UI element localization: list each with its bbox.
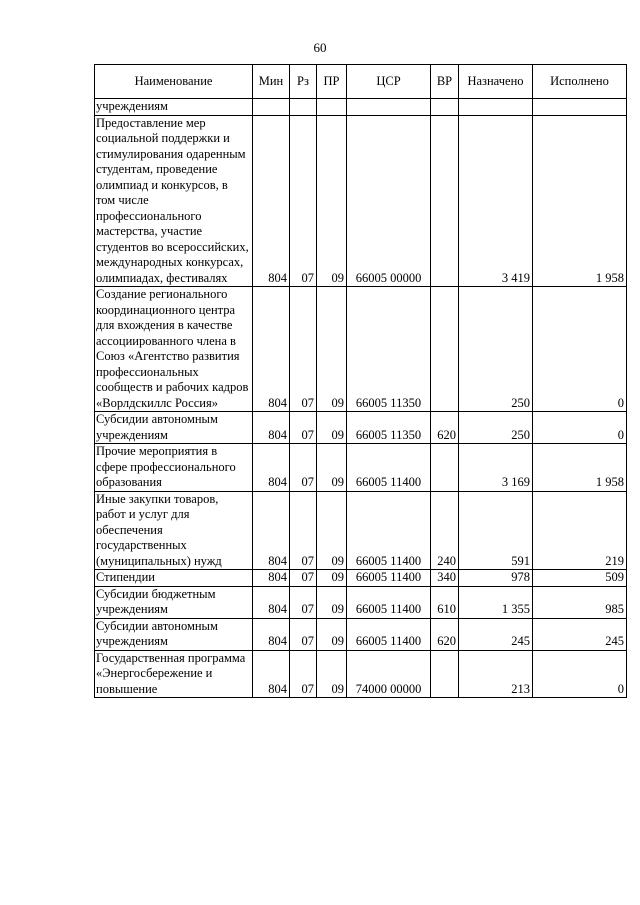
cell-csr: 66005 11400 [347,444,431,492]
cell-vr: 620 [431,618,459,650]
cell-pr: 09 [317,618,347,650]
cell-min: 804 [253,412,290,444]
cell-assigned: 978 [459,570,533,587]
cell-min: 804 [253,570,290,587]
cell-assigned: 250 [459,287,533,412]
cell-executed: 0 [533,412,627,444]
table-row [95,412,627,444]
cell-name: Субсидии бюджетным учреждениям [95,586,253,618]
cell-csr: 66005 11400 [347,586,431,618]
cell-name: учреждениям [95,99,253,116]
header-min: Мин [253,65,290,99]
cell-name: Государственная программа «Энергосбережение и повышение [95,650,253,698]
cell-rz: 07 [290,287,317,412]
cell-vr [431,650,459,698]
cell-min [253,99,290,116]
cell-executed [533,99,627,116]
table-row [95,618,627,650]
cell-min: 804 [253,115,290,287]
cell-csr: 66005 11400 [347,570,431,587]
cell-vr: 620 [431,412,459,444]
cell-name: Предоставление мер социальной поддержки и стимулирования одаренным студентам, проведение олимпиад и конкурсов, в том числе профессионального мастерства, участие студентов во всероссийских, международных конкурсах, олимпиадах, фестивалях [95,115,253,287]
cell-csr: 74000 00000 [347,650,431,698]
cell-executed: 0 [533,650,627,698]
table-row [95,586,627,618]
cell-csr: 66005 11400 [347,491,431,570]
cell-min: 804 [253,491,290,570]
cell-pr: 09 [317,115,347,287]
cell-name: Прочие мероприятия в сфере профессионального образования [95,444,253,492]
cell-executed: 509 [533,570,627,587]
cell-rz: 07 [290,586,317,618]
cell-min: 804 [253,618,290,650]
cell-name: Создание регионального координационного центра для вхождения в качестве ассоциированного члена в Союз «Агентство развития профессиональных сообществ и рабочих кадров «Ворлдскиллс Россия» [95,287,253,412]
cell-vr [431,115,459,287]
cell-rz: 07 [290,618,317,650]
header-pr: ПР [317,65,347,99]
cell-vr [431,287,459,412]
cell-executed: 245 [533,618,627,650]
cell-assigned: 213 [459,650,533,698]
cell-vr: 240 [431,491,459,570]
table-row [95,570,627,587]
cell-pr: 09 [317,287,347,412]
table-row [95,444,627,492]
cell-csr: 66005 11350 [347,412,431,444]
cell-vr: 340 [431,570,459,587]
cell-rz: 07 [290,570,317,587]
cell-executed: 985 [533,586,627,618]
header-executed: Исполнено [533,65,627,99]
cell-executed: 219 [533,491,627,570]
cell-pr: 09 [317,412,347,444]
cell-pr: 09 [317,570,347,587]
table-row [95,650,627,698]
cell-pr: 09 [317,586,347,618]
budget-table [94,64,627,698]
cell-rz: 07 [290,412,317,444]
cell-min: 804 [253,287,290,412]
cell-vr [431,99,459,116]
cell-executed: 0 [533,287,627,412]
cell-assigned: 3 169 [459,444,533,492]
cell-rz: 07 [290,650,317,698]
cell-assigned: 250 [459,412,533,444]
cell-pr: 09 [317,491,347,570]
cell-vr: 610 [431,586,459,618]
header-assigned: Назначено [459,65,533,99]
cell-name: Субсидии автономным учреждениям [95,618,253,650]
cell-rz: 07 [290,444,317,492]
header-rz: Рз [290,65,317,99]
table-row [95,287,627,412]
cell-csr: 66005 11400 [347,618,431,650]
cell-pr [317,99,347,116]
cell-csr [347,99,431,116]
cell-min: 804 [253,444,290,492]
table-row [95,99,627,116]
cell-min: 804 [253,586,290,618]
page-number: 60 [313,40,327,55]
cell-assigned: 3 419 [459,115,533,287]
cell-name: Субсидии автономным учреждениям [95,412,253,444]
cell-name: Стипендии [95,570,253,587]
cell-assigned [459,99,533,116]
cell-rz: 07 [290,115,317,287]
cell-rz: 07 [290,491,317,570]
header-name: Наименование [95,65,253,99]
cell-vr [431,444,459,492]
cell-assigned: 591 [459,491,533,570]
table-header-row [95,65,627,99]
cell-name: Иные закупки товаров, работ и услуг для обеспечения государственных (муниципальных) нужд [95,491,253,570]
table-row [95,115,627,287]
cell-rz [290,99,317,116]
header-vr: ВР [431,65,459,99]
header-csr: ЦСР [347,65,431,99]
cell-executed: 1 958 [533,115,627,287]
cell-min: 804 [253,650,290,698]
cell-pr: 09 [317,444,347,492]
cell-csr: 66005 11350 [347,287,431,412]
cell-assigned: 245 [459,618,533,650]
cell-csr: 66005 00000 [347,115,431,287]
cell-executed: 1 958 [533,444,627,492]
cell-assigned: 1 355 [459,586,533,618]
cell-pr: 09 [317,650,347,698]
table-row [95,491,627,570]
